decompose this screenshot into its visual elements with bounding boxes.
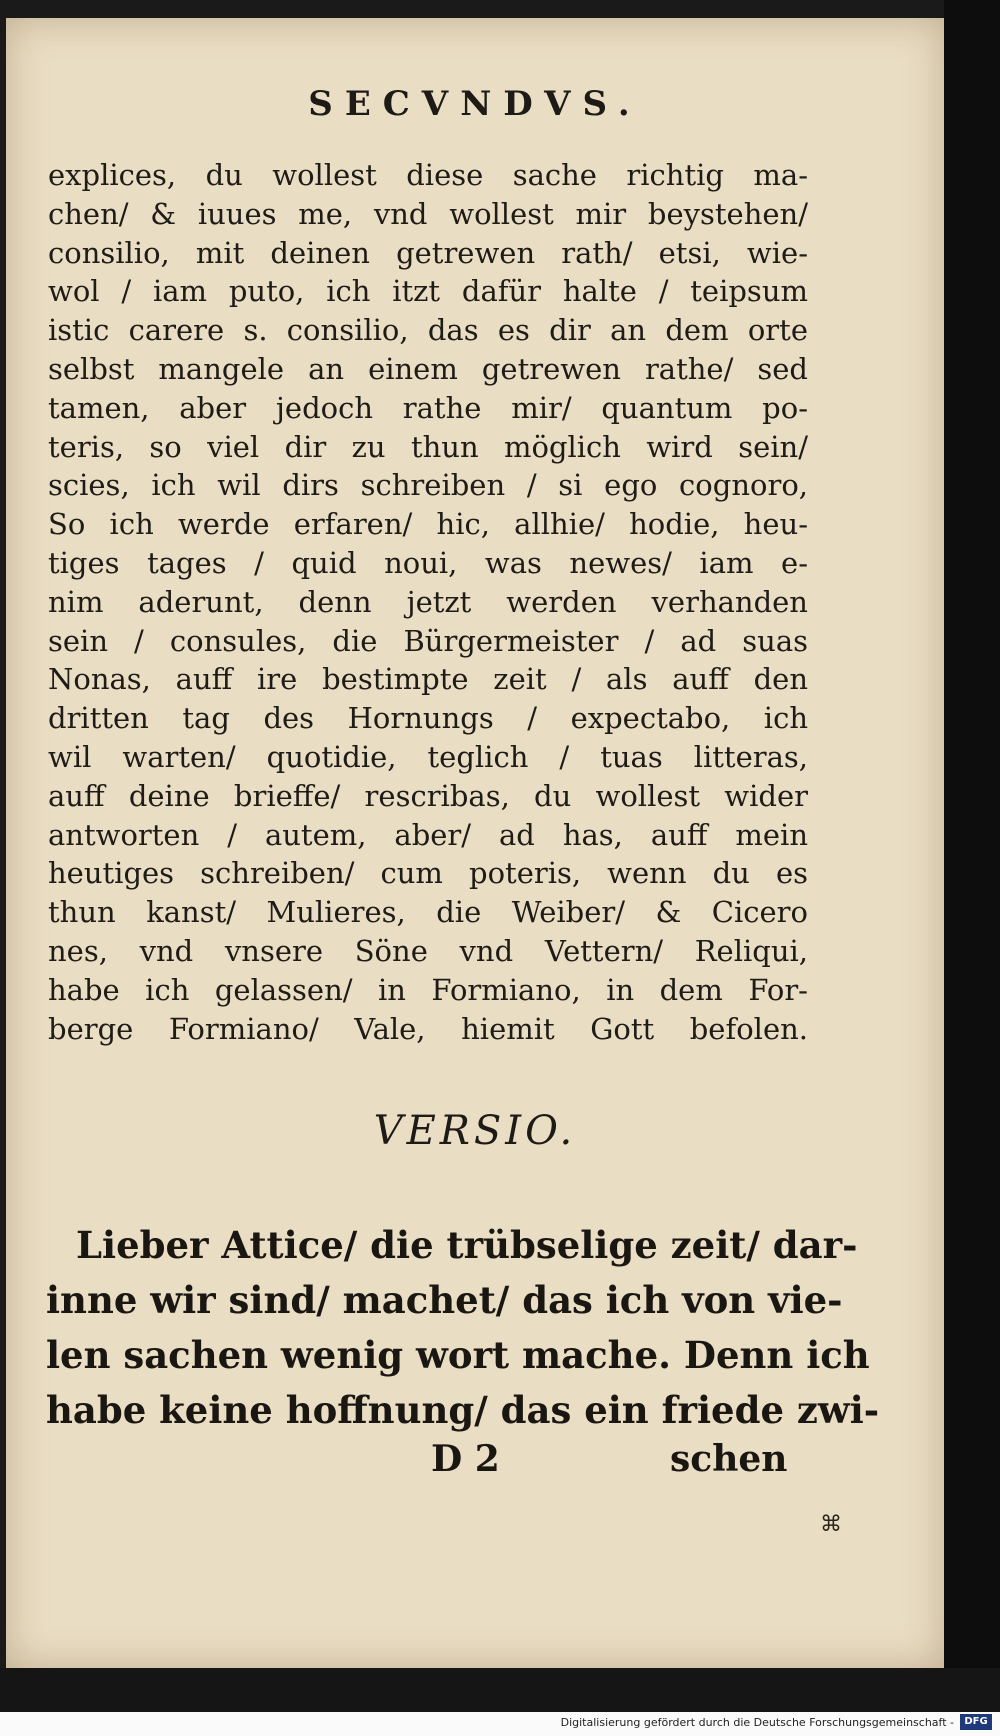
section-title: VERSIO. xyxy=(373,1108,577,1154)
body-line: istic carere s. consilio, das es dir an dem orte xyxy=(48,313,808,348)
body-line: thun kanst/ Mulieres, die Weiber/ & Cicero xyxy=(48,895,808,930)
body-line: explices, du wollest diese sache richtig ma- xyxy=(48,158,808,192)
body-line: Nonas, auff ire bestimpte zeit / als auff den xyxy=(48,662,808,697)
body-line: tiges tages / quid noui, was newes/ iam e- xyxy=(48,545,808,580)
body-line: sein / consules, die Bürgermeister / ad suas xyxy=(48,623,808,658)
ink-mark-icon: ⌘ xyxy=(820,1512,842,1537)
body-line: dritten tag des Hornungs / expectabo, ich xyxy=(48,701,808,736)
version-line: habe keine hoffnung/ das ein friede zwi- xyxy=(46,1388,880,1432)
body-line: chen/ & iuues me, vnd wollest mir beystehen/ xyxy=(48,196,808,231)
dfg-logo: DFG xyxy=(960,1714,992,1730)
body-line: tamen, aber jedoch rathe mir/ quantum po- xyxy=(48,390,808,425)
body-line: nim aderunt, denn jetzt werden verhanden xyxy=(48,584,808,619)
body-line: antworten / autem, aber/ ad has, auff mein xyxy=(48,817,808,852)
scan-edge xyxy=(0,1668,1000,1712)
running-head: SECVNDVS. xyxy=(308,84,642,124)
book-spine xyxy=(944,0,1000,1680)
body-line: heutiges schreiben/ cum poteris, wenn du es xyxy=(48,856,808,891)
body-line: habe ich gelassen/ in Formiano, in dem For- xyxy=(48,972,808,1007)
version-text xyxy=(46,1218,880,1438)
body-line: auff deine brieffe/ rescribas, du wollest wider xyxy=(48,778,808,813)
body-line: berge Formiano/ Vale, hiemit Gott befolen. xyxy=(48,1011,808,1046)
book-page xyxy=(6,18,944,1668)
version-line: Lieber Attice/ die trübselige zeit/ dar- xyxy=(76,1223,858,1267)
version-line: len sachen wenig wort mache. Denn ich xyxy=(46,1333,870,1377)
body-line: scies, ich wil dirs schreiben / si ego cognoro, xyxy=(48,468,808,503)
body-line: wil warten/ quotidie, teglich / tuas litteras, xyxy=(48,739,808,774)
catchword: schen xyxy=(670,1438,788,1480)
body-text xyxy=(48,156,808,1048)
body-line: teris, so viel dir zu thun möglich wird sein/ xyxy=(48,429,808,464)
body-line: wol / iam puto, ich itzt dafür halte / teipsum xyxy=(48,274,808,309)
signature-mark: D 2 xyxy=(431,1438,500,1480)
body-line: selbst mangele an einem getrewen rathe/ sed xyxy=(48,351,808,386)
body-line: consilio, mit deinen getrewen rath/ etsi, wie- xyxy=(48,235,808,270)
body-line: So ich werde erfaren/ hic, allhie/ hodie, heu- xyxy=(48,507,808,542)
funding-note: Digitalisierung gefördert durch die Deutsche Forschungsgemeinschaft - xyxy=(560,1716,954,1729)
version-line: inne wir sind/ machet/ das ich von vie- xyxy=(46,1278,843,1322)
body-line: nes, vnd vnsere Söne vnd Vettern/ Reliqui, xyxy=(48,933,808,968)
